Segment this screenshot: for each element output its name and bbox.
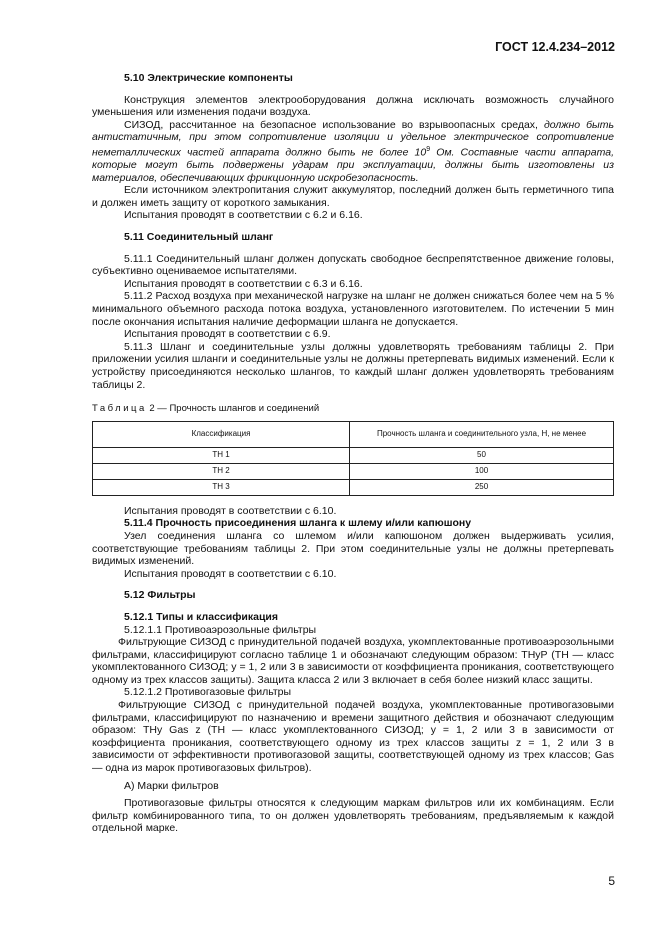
paragraph: Испытания проводят в соответствии с 6.2 и 6.16. <box>124 209 363 222</box>
paragraph: 5.11.3 Шланг и соединительные узлы должны удовлетворять требованиям таблицы 2. При приложении усилия шланги и соединительные узлы не должны претерпевать видимых изменений. Если к устройству присоединяются несколько шлангов, то каждый шланг должен удовлетворять требованиям таблицы 2. <box>92 340 614 391</box>
table-cell: ТН 3 <box>93 479 350 495</box>
paragraph: Узел соединения шланга со шлемом и/или капюшоном должен выдерживать усилия, соответствующие требованиям таблицы 2. При этом соединительные узлы не должны претерпевать видимых изменений. <box>92 529 614 568</box>
document-id-header: ГОСТ 12.4.234–2012 <box>495 40 615 54</box>
paragraph: Испытания проводят в соответствии с 6.10. <box>124 567 337 580</box>
page-body <box>92 72 614 835</box>
text-run: СИЗОД, рассчитанное на безопасное использование во взрывоопасных средах, <box>124 118 544 131</box>
paragraph: Противогазовые фильтры относятся к следующим маркам фильтров или их комбинациям. Если фильтр комбинированного типа, то он должен удовлетворять требованиям, предъявляемым к каждой отдельной марке. <box>92 797 614 835</box>
section-5-10-heading: 5.10 Электрические компоненты <box>124 72 293 84</box>
paragraph: 5.12.1.1 Противоаэрозольные фильтры <box>124 623 317 636</box>
table-caption <box>92 403 614 416</box>
paragraph: 5.12.1.2 Противогазовые фильтры <box>124 686 292 699</box>
table-cell: 100 <box>350 463 614 479</box>
paragraph: 5.11.1 Соединительный шланг должен допускать свободное беспрепятственное движение головы, субъективно оцениваемое испытателями. <box>92 252 614 278</box>
table-header-cell: Прочность шланга и соединительного узла, Н, не менее <box>350 421 614 447</box>
paragraph: Если источником электропитания служит аккумулятор, последний должен быть герметичного типа и должен иметь защиту от короткого замыкания. <box>92 184 614 209</box>
paragraph: Испытания проводят в соответствии с 6.10. <box>124 504 337 517</box>
table-cell: ТН 2 <box>93 463 350 479</box>
exponent: 9 <box>426 145 431 153</box>
paragraph: Испытания проводят в соответствии с 6.9. <box>124 328 331 341</box>
table-cell: 250 <box>350 479 614 495</box>
table-caption-text: 2 — Прочность шлангов и соединений <box>146 403 320 415</box>
section-5-12-heading: 5.12 Фильтры <box>124 589 196 602</box>
table-header-cell: Классификация <box>93 421 350 447</box>
paragraph: Испытания проводят в соответствии с 6.3 и 6.16. <box>124 277 363 290</box>
section-5-12-1-heading: 5.12.1 Типы и классификация <box>124 610 278 623</box>
section-5-11-heading: 5.11 Соединительный шланг <box>124 231 274 244</box>
paragraph: Фильтрующие СИЗОД с принудительной подачей воздуха, укомплектованные противогазовыми фильтрами, классифицируют по назначению и времени защитного действия и обозначают следующим образом: ТНу Gas z (ТН — класс укомплектованного СИЗОД; у = 1, 2 или 3 в зависимости от коэффициента проникания, соответствующего одному из трех классов защиты z = 1, 2 или 3 в зависимости от эффективности противогазовой защиты, соответствующей одному из трех классов; Gas — одна из марок противогазовых фильтров). <box>92 699 614 775</box>
paragraph: 5.11.2 Расход воздуха при механической нагрузке на шланг не должен снижаться более чем на 5 % минимального объемного расхода потока воздуха, установленного изготовителем. По истечении 5 мин после окончания испытания наличие деформации шланга не допускается. <box>92 290 614 328</box>
hose-strength-table <box>92 421 614 496</box>
table-cell: 50 <box>350 447 614 463</box>
table-row <box>93 479 614 495</box>
italic-run: Ом. Составные части аппарата, которые могут быть подвержены ударам при эксплуатации, должны быть изготовлены из материалов, обеспечивающих фрикционную искробезопасность. <box>92 146 614 184</box>
paragraph-antistatic <box>92 119 614 184</box>
page-number: 5 <box>608 874 615 888</box>
table-cell: ТН 1 <box>93 447 350 463</box>
italic-run: должно быть антистатичным, при этом сопротивление изоляции и удельное электрическое сопротивление неметаллических частей аппарата должно быть не более 10 <box>92 118 614 159</box>
section-5-11-4-heading: 5.11.4 Прочность присоединения шланга к шлему и/или капюшону <box>124 517 472 530</box>
table-caption-label: Таблица <box>92 403 147 415</box>
table-header-row <box>93 421 614 447</box>
paragraph: Фильтрующие СИЗОД с принудительной подачей воздуха, укомплектованные противоаэрозольными фильтрами, классифицируют согласно таблице 1 и обозначают следующим образом: ТНуР (ТН — класс укомплектованного СИЗОД; у = 1, 2 или 3 в зависимости от коэффициента проникания, соответствующего одному из трех классов защиты). Защита класса 2 или 3 включает в себя более низкий класс защиты. <box>92 636 614 686</box>
paragraph: А) Марки фильтров <box>124 779 219 792</box>
paragraph: Конструкция элементов электрооборудования должна исключать возможность случайного уменьшения или изменения подачи воздуха. <box>92 93 614 119</box>
table-row <box>93 463 614 479</box>
table-row <box>93 447 614 463</box>
